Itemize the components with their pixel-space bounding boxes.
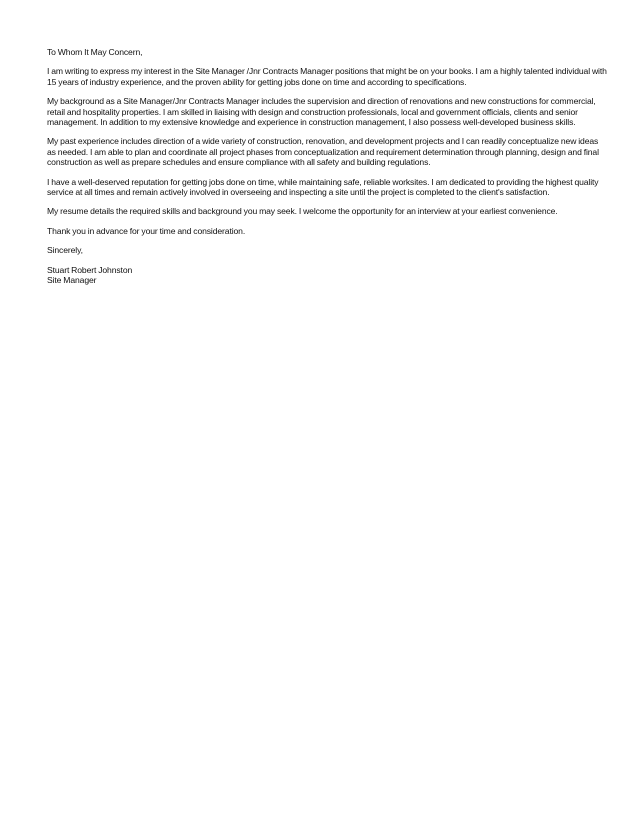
- letter-page: [47, 47, 607, 286]
- paragraph-experience: My past experience includes direction of a wide variety of construction, renovation, and development projects and I can readily conceptualize new ideas as needed. I am able to plan and coordinate all project phases from conceptualization and requirement determination through planning, design and final construction as well as prepare schedules and ensure compliance with all safety and building regulations.: [47, 136, 599, 168]
- signer-title: Site Manager: [47, 275, 97, 286]
- paragraph-thanks: Thank you in advance for your time and consideration.: [47, 225, 246, 236]
- paragraph-resume: My resume details the required skills and background you may seek. I welcome the opportunity for an interview at your earliest convenience.: [47, 206, 558, 217]
- paragraph-reputation: I have a well-deserved reputation for getting jobs done on time, while maintaining safe, reliable worksites. I am dedicated to providing the highest quality service at all times and remain actively involved in overseeing and inspecting a site until the project is completed to the client's satisfaction.: [47, 176, 599, 198]
- signature-block: [47, 265, 607, 286]
- paragraph-background: My background as a Site Manager/Jnr Contracts Manager includes the supervision and direction of renovations and new constructions for commercial, retail and hospitality properties. I am skilled in liaising with design and construction professionals, local and government officials, clients and senior management. In addition to my extensive knowledge and experience in construction management, I also possess well-developed business skills.: [47, 96, 596, 128]
- signer-name: Stuart Robert Johnston: [47, 264, 133, 275]
- paragraph-intro: I am writing to express my interest in the Site Manager /Jnr Contracts Manager positions that might be on your books. I am a highly talented individual with 15 years of industry experience, and the proven ability for getting jobs done on time and according to specifications.: [47, 66, 607, 87]
- salutation: To Whom It May Concern,: [47, 47, 143, 57]
- closing: Sincerely,: [47, 245, 83, 256]
